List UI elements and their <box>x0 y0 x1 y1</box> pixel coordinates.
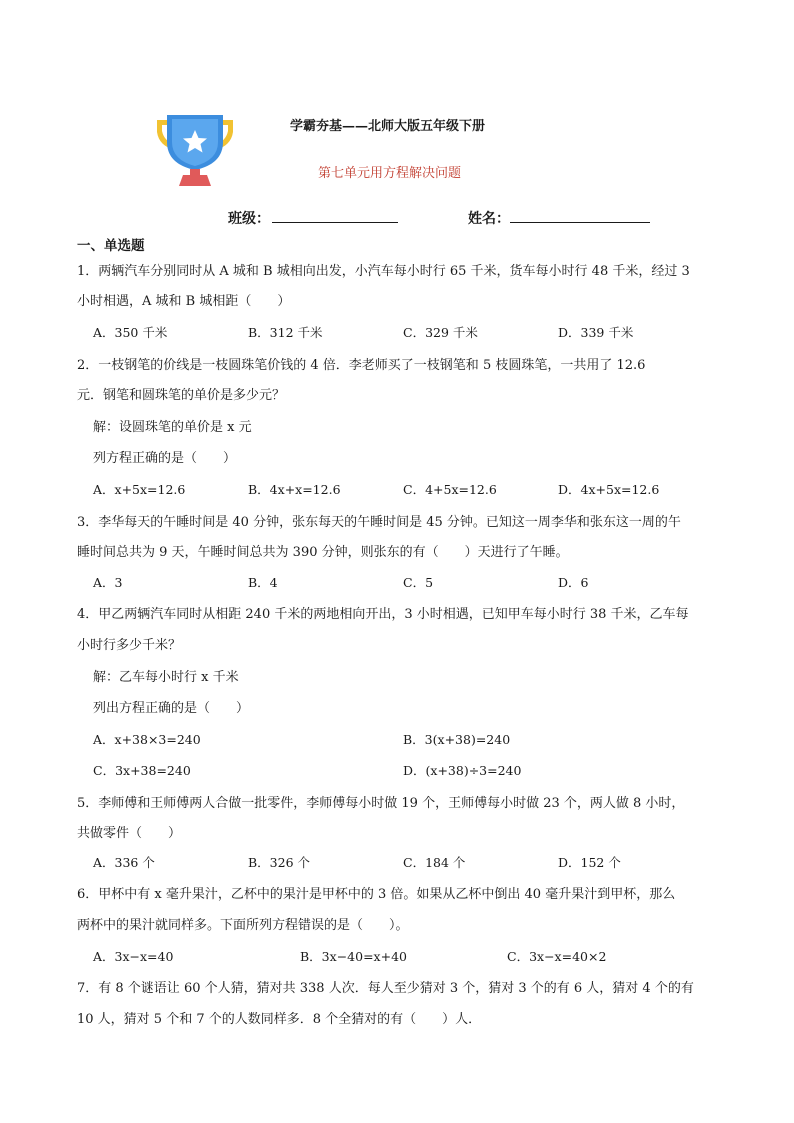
q5-option-a[interactable]: A．336 个 <box>93 855 155 870</box>
q3-option-a[interactable]: A．3 <box>93 575 123 590</box>
q4-option-d[interactable]: D．(x+38)÷3=240 <box>403 763 522 778</box>
question-4-solution: 解：乙车每小时行 x 千米 <box>93 670 239 685</box>
question-1-text: 1．两辆汽车分别同时从 A 城和 B 城相向出发，小汽车每小时行 65 千米，货车每小时行 48 千米，经过 3 <box>77 264 690 279</box>
question-6-text: 6．甲杯中有 x 毫升果汁，乙杯中的果汁是甲杯中的 3 倍。如果从乙杯中倒出 40 毫升果汁到甲杯，那么 <box>77 887 676 902</box>
q1-option-a[interactable]: A．350 千米 <box>93 325 168 340</box>
name-label: 姓名： <box>468 211 510 227</box>
question-5-text-cont: 共做零件（ ） <box>77 826 182 841</box>
class-field[interactable] <box>272 208 398 223</box>
q4-option-a[interactable]: A．x+38×3=240 <box>93 732 201 747</box>
q6-option-c[interactable]: C．3x−x=40×2 <box>507 949 607 964</box>
question-4-text-cont: 小时行多少千米？ <box>77 638 182 653</box>
q4-option-c[interactable]: C．3x+38=240 <box>93 763 191 778</box>
question-7-text-cont: 10 人，猜对 5 个和 7 个的人数同样多．8 个全猜对的有（ ）人． <box>77 1012 482 1027</box>
question-1-text-cont: 小时相遇，A 城和 B 城相距（ ） <box>77 294 291 309</box>
question-4-text: 4．甲乙两辆汽车同时从相距 240 千米的两地相向开出，3 小时相遇，已知甲车每小时行 38 千米，乙车每 <box>77 607 689 622</box>
question-2-text: 2．一枝钢笔的价线是一枝圆珠笔价钱的 4 倍．李老师买了一枝钢笔和 5 枝圆珠笔，一共用了 12.6 <box>77 358 646 373</box>
q2-option-b[interactable]: B．4x+x=12.6 <box>248 482 341 497</box>
q2-option-c[interactable]: C．4+5x=12.6 <box>403 482 497 497</box>
q1-option-d[interactable]: D．339 千米 <box>558 325 634 340</box>
q5-option-b[interactable]: B．326 个 <box>248 855 311 870</box>
question-5-text: 5．李师傅和王师傅两人合做一批零件，李师傅每小时做 19 个，王师傅每小时做 23 个，两人做 8 小时， <box>77 796 685 811</box>
q5-option-d[interactable]: D．152 个 <box>558 855 621 870</box>
question-2-prompt: 列方程正确的是（ ） <box>93 451 237 466</box>
question-6-text-cont: 两杯中的果汁就同样多。下面所列方程错误的是（ ）。 <box>77 918 409 933</box>
q6-option-a[interactable]: A．3x−x=40 <box>93 949 174 964</box>
question-3-text-cont: 睡时间总共为 9 天，午睡时间总共为 390 分钟，则张东的有（ ）天进行了午睡。 <box>77 545 569 560</box>
q1-option-c[interactable]: C．329 千米 <box>403 325 478 340</box>
q3-option-d[interactable]: D．6 <box>558 575 589 590</box>
q3-option-c[interactable]: C．5 <box>403 575 434 590</box>
q5-option-c[interactable]: C．184 个 <box>403 855 466 870</box>
q1-option-b[interactable]: B．312 千米 <box>248 325 323 340</box>
question-4-prompt: 列出方程正确的是（ ） <box>93 701 250 716</box>
q6-option-b[interactable]: B．3x−40=x+40 <box>300 949 407 964</box>
document-title: 学霸夯基——北师大版五年级下册 <box>290 119 486 134</box>
q3-option-b[interactable]: B．4 <box>248 575 278 590</box>
question-7-text: 7．有 8 个谜语让 60 个人猜，猜对共 338 人次．每人至少猜对 3 个，猜对 3 个的有 6 人，猜对 4 个的有 <box>77 981 694 996</box>
document-subtitle: 第七单元用方程解决问题 <box>318 166 462 181</box>
class-label: 班级： <box>228 211 270 227</box>
section-title: 一、单选题 <box>77 238 145 254</box>
trophy-logo-icon <box>153 112 237 188</box>
q2-option-d[interactable]: D．4x+5x=12.6 <box>558 482 660 497</box>
q4-option-b[interactable]: B．3(x+38)=240 <box>403 732 511 747</box>
question-3-text: 3．李华每天的午睡时间是 40 分钟，张东每天的午睡时间是 45 分钟。已知这一周李华和张东这一周的午 <box>77 515 681 530</box>
name-field[interactable] <box>510 208 650 223</box>
question-2-text-cont: 元．钢笔和圆珠笔的单价是多少元？ <box>77 388 286 403</box>
question-2-solution: 解：设圆珠笔的单价是 x 元 <box>93 420 252 435</box>
q2-option-a[interactable]: A．x+5x=12.6 <box>93 482 186 497</box>
